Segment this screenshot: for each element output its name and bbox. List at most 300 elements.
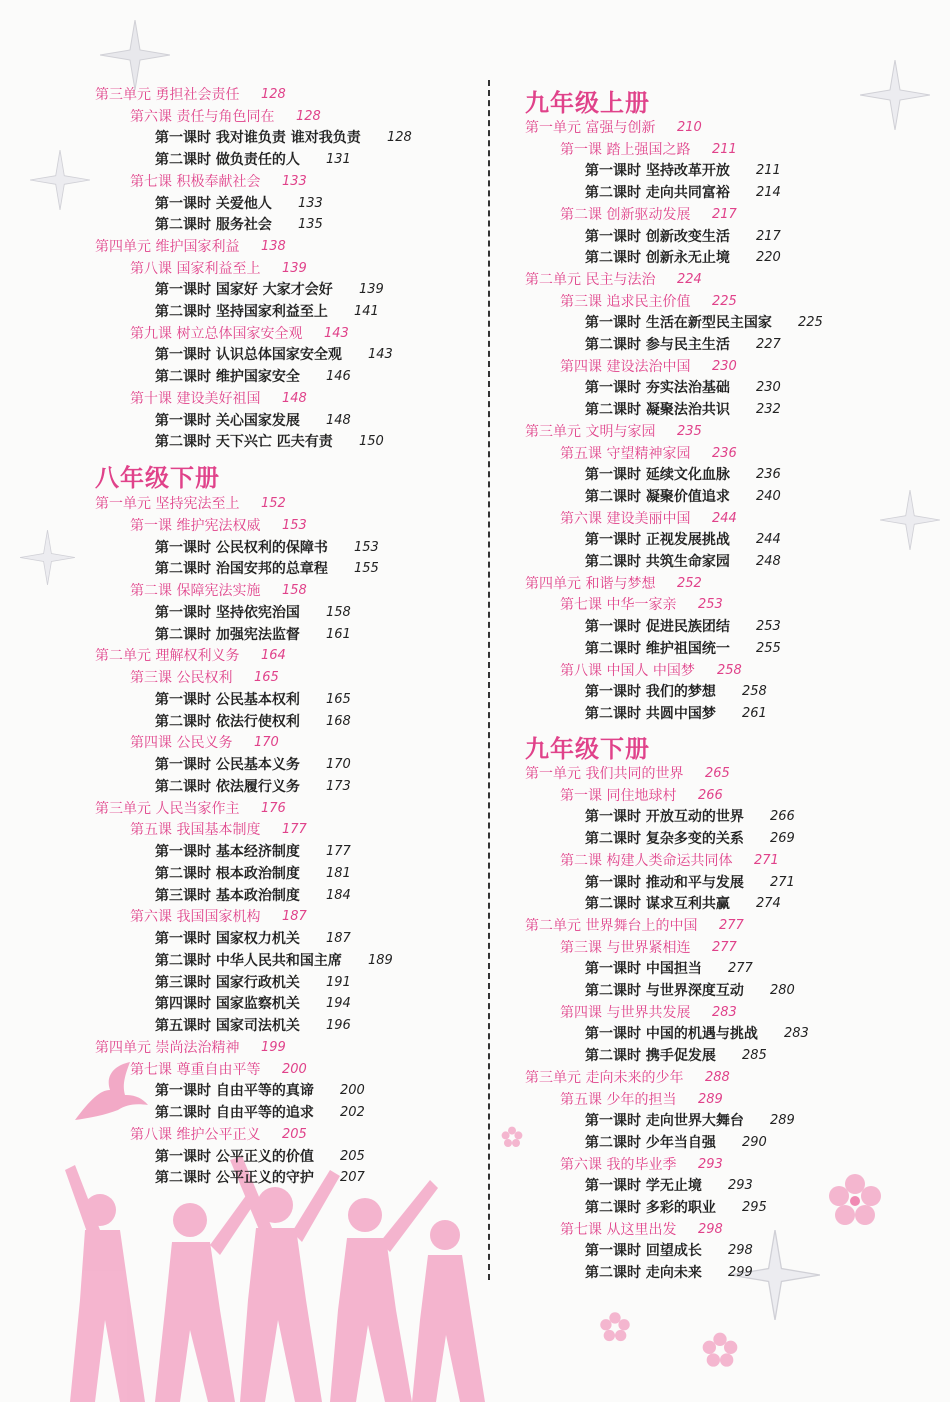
toc-page-number: 128 bbox=[261, 87, 286, 102]
toc-period-row bbox=[585, 639, 781, 659]
toc-unit-row bbox=[525, 764, 730, 784]
toc-unit-row bbox=[525, 1068, 730, 1088]
toc-period-row bbox=[155, 150, 351, 170]
toc-entry-title: 第二课时 维护国家安全 bbox=[155, 369, 300, 386]
toc-lesson-row bbox=[560, 444, 737, 464]
toc-period-row bbox=[585, 400, 781, 420]
toc-page-number: 230 bbox=[712, 358, 737, 374]
toc-entry-title: 第六课 建设美丽中国 bbox=[560, 510, 691, 527]
toc-page-number: 277 bbox=[728, 961, 753, 977]
toc-lesson-row bbox=[560, 1003, 737, 1023]
toc-page-number: 269 bbox=[770, 831, 795, 847]
toc-entry-title: 第一课时 促进民族团结 bbox=[585, 619, 730, 636]
toc-period-row bbox=[585, 1046, 767, 1066]
toc-page-number: 253 bbox=[698, 597, 723, 613]
toc-page-number: 207 bbox=[340, 1170, 365, 1186]
toc-page-number: 202 bbox=[340, 1105, 365, 1120]
toc-unit-row bbox=[525, 574, 702, 594]
toc-period-row bbox=[155, 432, 384, 452]
toc-entry-title: 第二课 构建人类命运共同体 bbox=[560, 852, 733, 869]
toc-page-number: 220 bbox=[756, 250, 781, 266]
toc-page-number: 181 bbox=[326, 865, 351, 881]
toc-page-number: 196 bbox=[326, 1018, 351, 1033]
toc-page-number: 271 bbox=[770, 874, 795, 890]
toc-period-row bbox=[155, 280, 384, 300]
toc-entry-title: 第六课 我的毕业季 bbox=[560, 1156, 677, 1173]
toc-lesson-row bbox=[560, 509, 737, 529]
toc-period-row bbox=[585, 183, 781, 203]
toc-page-number: 298 bbox=[698, 1221, 723, 1237]
toc-entry-title: 第一课时 认识总体国家安全观 bbox=[155, 347, 342, 364]
toc-lesson-row bbox=[560, 851, 779, 871]
toc-entry-title: 第一课时 学无止境 bbox=[585, 1178, 702, 1195]
toc-entry-title: 第二课时 少年当自强 bbox=[585, 1134, 716, 1151]
toc-entry-title: 第三单元 走向未来的少年 bbox=[525, 1069, 684, 1086]
toc-unit-row bbox=[525, 422, 702, 442]
toc-page-number: 225 bbox=[798, 315, 823, 331]
toc-entry-title: 第二课时 复杂多变的关系 bbox=[585, 831, 744, 848]
toc-entry-title: 第一课时 我们的梦想 bbox=[585, 684, 716, 701]
toc-entry-title: 第四课 建设法治中国 bbox=[560, 358, 691, 375]
toc-lesson-row bbox=[130, 107, 321, 127]
toc-page-number: 289 bbox=[770, 1113, 795, 1129]
toc-page-number: 184 bbox=[326, 887, 351, 903]
toc-lesson-row bbox=[560, 1090, 723, 1110]
toc-entry-title: 第三单元 文明与家园 bbox=[525, 423, 656, 440]
toc-entry-title: 第五课时 国家司法机关 bbox=[155, 1018, 300, 1034]
toc-period-row bbox=[155, 367, 351, 387]
toc-page-number: 240 bbox=[756, 488, 781, 504]
toc-page-number: 148 bbox=[326, 412, 351, 428]
toc-period-row bbox=[155, 1103, 365, 1123]
toc-unit-row bbox=[525, 270, 702, 290]
toc-page-number: 133 bbox=[298, 195, 323, 211]
toc-page-number: 283 bbox=[784, 1026, 809, 1042]
toc-page-number: 277 bbox=[719, 917, 744, 933]
toc-period-row bbox=[155, 559, 379, 579]
toc-page-number: 214 bbox=[756, 185, 781, 201]
toc-page-number: 161 bbox=[326, 626, 351, 642]
toc-page-number: 135 bbox=[298, 217, 323, 233]
toc-entry-title: 第一课时 正视发展挑战 bbox=[585, 532, 730, 549]
toc-page-number: 290 bbox=[742, 1134, 767, 1150]
toc-entry-title: 第四课时 国家监察机关 bbox=[155, 996, 300, 1013]
toc-entry-title: 第七课 积极奉献社会 bbox=[130, 173, 261, 190]
toc-page-number: 235 bbox=[677, 423, 702, 439]
toc-period-row bbox=[585, 1111, 795, 1131]
toc-page-number: 210 bbox=[677, 120, 702, 135]
toc-entry-title: 第一课时 我对谁负责 谁对我负责 bbox=[155, 130, 361, 147]
toc-entry-title: 第一课时 公民基本义务 bbox=[155, 757, 300, 773]
toc-entry-title: 第一课时 生活在新型民主国家 bbox=[585, 315, 772, 332]
toc-page-number: 236 bbox=[756, 467, 781, 483]
toc-entry-title: 第三单元 勇担社会责任 bbox=[95, 87, 240, 103]
toc-lesson-row bbox=[130, 907, 307, 927]
toc-period-row bbox=[155, 538, 379, 558]
toc-page-number: 271 bbox=[754, 852, 779, 868]
toc-page-number: 236 bbox=[712, 445, 737, 461]
toc-lesson-row bbox=[130, 259, 307, 279]
grade-title-grade9-upper: 九年级上册 bbox=[525, 89, 650, 117]
toc-entry-title: 第三课时 国家行政机关 bbox=[155, 974, 300, 991]
toc-entry-title: 第二课时 依法履行义务 bbox=[155, 778, 300, 795]
grade-title-grade8-lower: 八年级下册 bbox=[95, 464, 220, 492]
toc-period-row bbox=[155, 951, 393, 971]
toc-period-row bbox=[585, 959, 753, 979]
toc-entry-title: 第三课时 基本政治制度 bbox=[155, 887, 300, 904]
toc-page-number: 138 bbox=[261, 238, 286, 254]
toc-page-number: 258 bbox=[717, 662, 742, 678]
toc-lesson-row bbox=[560, 595, 723, 615]
toc-entry-title: 第一课 同住地球村 bbox=[560, 787, 677, 804]
toc-page-number: 170 bbox=[254, 735, 279, 751]
toc-period-row bbox=[585, 1024, 809, 1044]
toc-entry-title: 第二课时 做负责任的人 bbox=[155, 152, 300, 169]
toc-page-number: 146 bbox=[326, 369, 351, 385]
toc-entry-title: 第二课时 携手促发展 bbox=[585, 1048, 716, 1065]
toc-page-number: 155 bbox=[354, 561, 379, 577]
toc-lesson-row bbox=[130, 581, 307, 601]
toc-entry-title: 第二单元 世界舞台上的中国 bbox=[525, 917, 698, 934]
toc-page-number: 244 bbox=[756, 532, 781, 548]
toc-entry-title: 第三课 公民权利 bbox=[130, 670, 233, 686]
toc-period-row bbox=[585, 1198, 767, 1218]
toc-entry-title: 第二课时 谋求互利共赢 bbox=[585, 896, 730, 913]
toc-page-number: 205 bbox=[282, 1126, 307, 1142]
toc-entry-title: 第二课时 天下兴亡 匹夫有责 bbox=[155, 434, 333, 451]
toc-period-row bbox=[585, 1241, 753, 1261]
toc-period-row bbox=[585, 552, 781, 572]
toc-entry-title: 第一课时 公平正义的价值 bbox=[155, 1148, 314, 1165]
toc-entry-title: 第一课时 关爱他人 bbox=[155, 195, 272, 212]
toc-period-row bbox=[155, 345, 393, 365]
toc-lesson-row bbox=[560, 357, 737, 377]
toc-lesson-row bbox=[560, 205, 737, 225]
toc-period-row bbox=[155, 1081, 365, 1101]
toc-page-number: 139 bbox=[282, 260, 307, 276]
toc-period-row bbox=[155, 1147, 365, 1167]
toc-entry-title: 第二课时 服务社会 bbox=[155, 217, 272, 234]
toc-page-number: 295 bbox=[742, 1200, 767, 1215]
toc-entry-title: 第二课时 多彩的职业 bbox=[585, 1200, 716, 1216]
toc-period-row bbox=[585, 161, 781, 181]
toc-page-number: 153 bbox=[282, 517, 307, 533]
toc-lesson-row bbox=[560, 140, 737, 160]
toc-page-number: 141 bbox=[354, 304, 379, 319]
toc-page-number: 164 bbox=[261, 648, 286, 664]
toc-entry-title: 第六课 责任与角色同在 bbox=[130, 108, 275, 125]
toc-page-number: 283 bbox=[712, 1004, 737, 1020]
toc-entry-title: 第二课时 治国安邦的总章程 bbox=[155, 561, 328, 578]
toc-entry-title: 第一课 踏上强国之路 bbox=[560, 141, 691, 158]
toc-lesson-row bbox=[130, 1060, 307, 1080]
toc-period-row bbox=[155, 603, 351, 623]
toc-entry-title: 第一课时 夯实法治基础 bbox=[585, 380, 730, 397]
toc-page-number: 200 bbox=[282, 1061, 307, 1077]
toc-page-number: 131 bbox=[326, 152, 351, 168]
toc-page-number: 248 bbox=[756, 554, 781, 569]
toc-page-number: 227 bbox=[756, 337, 781, 352]
toc-period-row bbox=[155, 411, 351, 431]
toc-period-row bbox=[585, 335, 781, 355]
toc-entry-title: 第六课 我国国家机构 bbox=[130, 909, 261, 926]
toc-page-number: 255 bbox=[756, 640, 781, 656]
toc-entry-title: 第七课 中华一家亲 bbox=[560, 597, 677, 614]
toc-entry-title: 第二课时 自由平等的追求 bbox=[155, 1105, 314, 1121]
toc-entry-title: 第二课时 公平正义的守护 bbox=[155, 1170, 314, 1187]
toc-page-number: 165 bbox=[326, 691, 351, 707]
toc-page-number: 258 bbox=[742, 684, 767, 700]
toc-page-number: 143 bbox=[324, 325, 349, 341]
toc-page-number: 274 bbox=[756, 896, 781, 912]
toc-page-number: 232 bbox=[756, 402, 781, 418]
toc-period-row bbox=[585, 1176, 753, 1196]
toc-entry-title: 第一课时 开放互动的世界 bbox=[585, 809, 744, 826]
toc-lesson-row bbox=[560, 938, 737, 958]
toc-entry-title: 第二课时 根本政治制度 bbox=[155, 865, 300, 882]
toc-page-number: 265 bbox=[705, 766, 730, 781]
toc-period-row bbox=[585, 894, 781, 914]
toc-period-row bbox=[155, 994, 351, 1014]
toc-page-number: 194 bbox=[326, 996, 351, 1012]
toc-period-row bbox=[155, 1168, 365, 1188]
toc-entry-title: 第二课时 加强宪法监督 bbox=[155, 626, 300, 643]
toc-period-row bbox=[585, 617, 781, 637]
toc-lesson-row bbox=[130, 324, 349, 344]
toc-entry-title: 第二课时 中华人民共和国主席 bbox=[155, 952, 342, 969]
toc-entry-title: 第四课 与世界共发展 bbox=[560, 1004, 691, 1021]
toc-page-number: 176 bbox=[261, 800, 286, 816]
toc-period-row bbox=[155, 842, 351, 862]
toc-period-row bbox=[585, 1263, 753, 1283]
toc-page-number: 128 bbox=[387, 130, 412, 146]
toc-entry-title: 第四单元 维护国家利益 bbox=[95, 238, 240, 255]
toc-period-row bbox=[585, 313, 823, 333]
toc-entry-title: 第一课时 公民基本权利 bbox=[155, 691, 300, 708]
toc-page-number: 205 bbox=[340, 1148, 365, 1164]
toc-page-number: 293 bbox=[728, 1178, 753, 1194]
toc-period-row bbox=[155, 864, 351, 884]
toc-page-number: 173 bbox=[326, 778, 351, 794]
toc-entry-title: 第一课时 坚持依宪治国 bbox=[155, 604, 300, 621]
toc-page-number: 189 bbox=[368, 952, 393, 968]
toc-page-number: 187 bbox=[282, 909, 307, 925]
toc-entry-title: 第一课时 公民权利的保障书 bbox=[155, 539, 328, 556]
toc-page-number: 266 bbox=[698, 787, 723, 803]
toc-period-row bbox=[155, 777, 351, 797]
toc-entry-title: 第一课时 基本经济制度 bbox=[155, 844, 300, 860]
toc-entry-title: 第一课时 走向世界大舞台 bbox=[585, 1113, 744, 1130]
toc-lesson-row bbox=[130, 516, 307, 536]
toc-entry-title: 第二课时 凝聚法治共识 bbox=[585, 402, 730, 419]
toc-page-number: 211 bbox=[756, 163, 781, 179]
toc-page-number: 177 bbox=[326, 844, 351, 859]
toc-unit-row bbox=[95, 799, 286, 819]
toc-entry-title: 第五课 少年的担当 bbox=[560, 1091, 677, 1108]
toc-lesson-row bbox=[560, 1155, 723, 1175]
toc-page-number: 225 bbox=[712, 293, 737, 309]
toc-entry-title: 第一课时 自由平等的真谛 bbox=[155, 1083, 314, 1100]
toc-page-number: 165 bbox=[254, 670, 279, 685]
toc-entry-title: 第二课 保障宪法实施 bbox=[130, 583, 261, 599]
toc-entry-title: 第二单元 理解权利义务 bbox=[95, 648, 240, 665]
toc-page-number: 289 bbox=[698, 1091, 723, 1107]
toc-entry-title: 第一课时 创新改变生活 bbox=[585, 228, 730, 245]
toc-page-number: 298 bbox=[728, 1243, 753, 1259]
toc-entry-title: 第二课时 共筑生命家园 bbox=[585, 554, 730, 570]
toc-page-number: 170 bbox=[326, 757, 351, 772]
toc-lesson-row bbox=[560, 661, 742, 681]
toc-page-number: 280 bbox=[770, 983, 795, 998]
toc-page-number: 128 bbox=[296, 108, 321, 124]
toc-entry-title: 第五课 我国基本制度 bbox=[130, 822, 261, 839]
toc-period-row bbox=[585, 682, 767, 702]
toc-entry-title: 第一课时 延续文化血脉 bbox=[585, 467, 730, 484]
toc-entry-title: 第七课 从这里出发 bbox=[560, 1221, 677, 1238]
toc-page-number: 211 bbox=[712, 141, 737, 157]
toc-lesson-row bbox=[130, 733, 279, 753]
toc-period-row bbox=[585, 530, 781, 550]
toc-entry-title: 第二课时 坚持国家利益至上 bbox=[155, 304, 328, 320]
toc-lesson-row bbox=[560, 1220, 723, 1240]
toc-page-number: 288 bbox=[705, 1069, 730, 1085]
toc-page-number: 293 bbox=[698, 1156, 723, 1172]
toc-page-number: 230 bbox=[756, 380, 781, 396]
toc-entry-title: 第一课时 中国担当 bbox=[585, 961, 702, 978]
toc-entry-title: 第二课时 走向未来 bbox=[585, 1265, 702, 1282]
toc-unit-row bbox=[95, 237, 286, 257]
toc-period-row bbox=[585, 704, 767, 724]
toc-page-number: 177 bbox=[282, 822, 307, 838]
toc-lesson-row bbox=[130, 389, 307, 409]
toc-entry-title: 第一课时 回望成长 bbox=[585, 1243, 702, 1260]
toc-entry-title: 第十课 建设美好祖国 bbox=[130, 390, 261, 407]
toc-entry-title: 第二课时 与世界深度互动 bbox=[585, 983, 744, 999]
toc-page-number: 148 bbox=[282, 390, 307, 406]
toc-page-number: 299 bbox=[728, 1265, 753, 1281]
toc-entry-title: 第二课时 维护祖国统一 bbox=[585, 640, 730, 657]
grade-title-grade9-lower: 九年级下册 bbox=[525, 735, 650, 763]
toc-page-number: 200 bbox=[340, 1083, 365, 1099]
toc-entry-title: 第一单元 坚持宪法至上 bbox=[95, 496, 240, 512]
toc-page-number: 152 bbox=[261, 496, 286, 511]
toc-entry-title: 第四课 公民义务 bbox=[130, 735, 233, 752]
toc-period-row bbox=[585, 829, 795, 849]
toc-period-row bbox=[155, 215, 323, 235]
toc-entry-title: 第八课 中国人 中国梦 bbox=[560, 662, 695, 679]
toc-entry-title: 第二课时 走向共同富裕 bbox=[585, 185, 730, 202]
toc-unit-row bbox=[95, 494, 286, 514]
toc-entry-title: 第三课 追求民主价值 bbox=[560, 293, 691, 310]
toc-period-row bbox=[585, 807, 795, 827]
toc-period-row bbox=[585, 378, 781, 398]
toc-page-number: 224 bbox=[677, 271, 702, 287]
toc-period-row bbox=[155, 1016, 351, 1036]
toc-entry-title: 第二单元 民主与法治 bbox=[525, 271, 656, 288]
toc-page-number: 158 bbox=[326, 604, 351, 620]
toc-period-row bbox=[155, 973, 351, 993]
toc-lesson-row bbox=[130, 172, 307, 192]
toc-entry-title: 第一课 维护宪法权威 bbox=[130, 517, 261, 534]
toc-period-row bbox=[155, 755, 351, 775]
toc-entry-title: 第一课时 推动和平与发展 bbox=[585, 874, 744, 891]
toc-lesson-row bbox=[560, 292, 737, 312]
toc-lesson-row bbox=[130, 820, 307, 840]
toc-page-number: 150 bbox=[359, 434, 384, 450]
toc-period-row bbox=[155, 194, 323, 214]
toc-period-row bbox=[155, 886, 351, 906]
toc-period-row bbox=[585, 873, 795, 893]
toc-entry-title: 第二课时 凝聚价值追求 bbox=[585, 488, 730, 505]
toc-page-number: 217 bbox=[712, 206, 737, 222]
toc-lesson-row bbox=[130, 1125, 307, 1145]
toc-page-number: 277 bbox=[712, 939, 737, 955]
toc-entry-title: 第一课时 国家权力机关 bbox=[155, 931, 300, 947]
toc-entry-title: 第二课 创新驱动发展 bbox=[560, 206, 691, 223]
toc-page-number: 191 bbox=[326, 974, 351, 990]
toc-page-number: 168 bbox=[326, 713, 351, 729]
toc-page-number: 285 bbox=[742, 1048, 767, 1064]
toc-page-number: 133 bbox=[282, 173, 307, 189]
toc-entry-title: 第一课时 国家好 大家才会好 bbox=[155, 282, 333, 299]
right-column bbox=[490, 0, 950, 1402]
toc-period-row bbox=[155, 712, 351, 732]
toc-entry-title: 第一课时 中国的机遇与挑战 bbox=[585, 1026, 758, 1043]
toc-unit-row bbox=[525, 916, 744, 936]
toc-entry-title: 第一课时 坚持改革开放 bbox=[585, 163, 730, 180]
toc-page-number: 153 bbox=[354, 539, 379, 555]
toc-entry-title: 第九课 树立总体国家安全观 bbox=[130, 325, 303, 342]
toc-period-row bbox=[155, 302, 379, 322]
toc-entry-title: 第五课 守望精神家园 bbox=[560, 445, 691, 462]
toc-period-row bbox=[155, 929, 351, 949]
toc-page-number: 253 bbox=[756, 619, 781, 635]
toc-entry-title: 第二课时 创新永无止境 bbox=[585, 250, 730, 267]
toc-entry-title: 第八课 维护公平正义 bbox=[130, 1126, 261, 1143]
toc-period-row bbox=[155, 128, 412, 148]
toc-page-number: 252 bbox=[677, 575, 702, 591]
toc-unit-row bbox=[525, 118, 702, 138]
toc-lesson-row bbox=[130, 668, 279, 688]
toc-page-number: 217 bbox=[756, 228, 781, 244]
toc-period-row bbox=[585, 248, 781, 268]
toc-unit-row bbox=[95, 85, 286, 105]
toc-period-row bbox=[155, 690, 351, 710]
toc-page-number: 139 bbox=[359, 282, 384, 298]
toc-entry-title: 第四单元 崇尚法治精神 bbox=[95, 1039, 240, 1056]
toc-page-number: 187 bbox=[326, 931, 351, 946]
toc-entry-title: 第一课时 关心国家发展 bbox=[155, 412, 300, 429]
toc-period-row bbox=[585, 487, 781, 507]
toc-entry-title: 第二课时 参与民主生活 bbox=[585, 337, 730, 353]
toc-page-number: 244 bbox=[712, 510, 737, 526]
toc-page-number: 266 bbox=[770, 809, 795, 825]
toc-period-row bbox=[155, 625, 351, 645]
toc-entry-title: 第一单元 我们共同的世界 bbox=[525, 766, 684, 782]
toc-unit-row bbox=[95, 646, 286, 666]
toc-entry-title: 第三单元 人民当家作主 bbox=[95, 800, 240, 817]
toc-entry-title: 第八课 国家利益至上 bbox=[130, 260, 261, 277]
toc-page-number: 143 bbox=[368, 347, 393, 363]
toc-period-row bbox=[585, 465, 781, 485]
toc-unit-row bbox=[95, 1038, 286, 1058]
toc-page-number: 158 bbox=[282, 583, 307, 598]
toc-entry-title: 第二课时 依法行使权利 bbox=[155, 713, 300, 730]
toc-entry-title: 第三课 与世界紧相连 bbox=[560, 939, 691, 956]
toc-lesson-row bbox=[560, 786, 723, 806]
toc-entry-title: 第四单元 和谐与梦想 bbox=[525, 575, 656, 592]
toc-entry-title: 第七课 尊重自由平等 bbox=[130, 1061, 261, 1078]
